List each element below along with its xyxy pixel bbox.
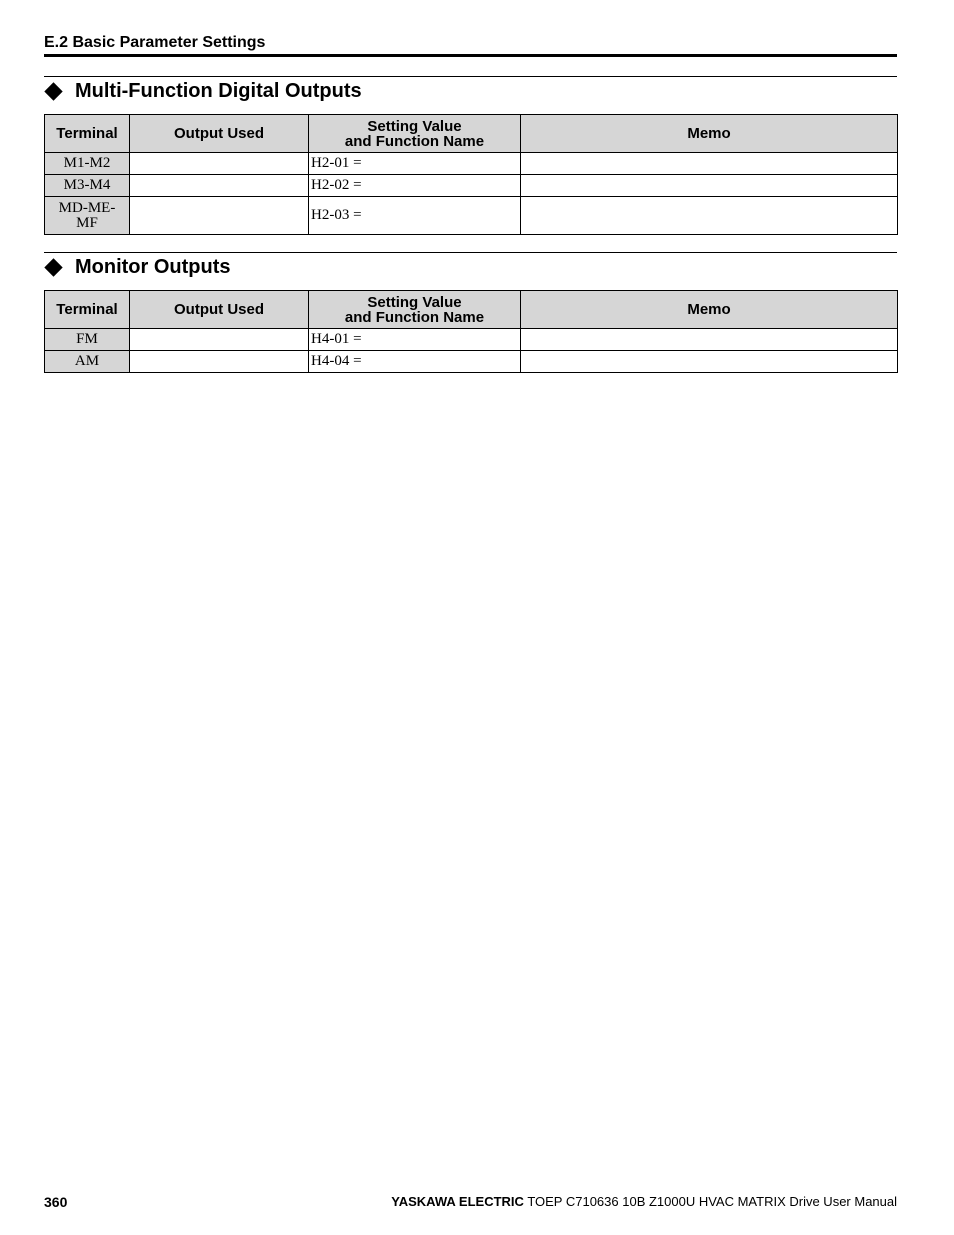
output-used-cell[interactable] bbox=[130, 153, 309, 175]
header-rule bbox=[44, 54, 897, 57]
setting-cell[interactable]: H2-03 = bbox=[309, 197, 521, 235]
table-row bbox=[45, 153, 898, 175]
terminal-cell: MD-ME- MF bbox=[45, 197, 130, 235]
header-output-used: Output Used bbox=[130, 115, 309, 153]
section-title-text: Monitor Outputs bbox=[75, 256, 231, 278]
terminal-cell: M3-M4 bbox=[45, 175, 130, 197]
terminal-cell: AM bbox=[45, 351, 130, 373]
table-header-row bbox=[45, 291, 898, 329]
section-rule bbox=[44, 252, 897, 253]
header-terminal: Terminal bbox=[45, 115, 130, 153]
terminal-cell: FM bbox=[45, 329, 130, 351]
table-row bbox=[45, 351, 898, 373]
output-used-cell[interactable] bbox=[130, 175, 309, 197]
diamond-bullet-icon bbox=[44, 82, 62, 100]
section-rule bbox=[44, 76, 897, 77]
footer-manual-title bbox=[391, 1194, 897, 1209]
setting-cell[interactable]: H2-02 = bbox=[309, 175, 521, 197]
memo-cell[interactable] bbox=[521, 351, 898, 373]
output-used-cell[interactable] bbox=[130, 329, 309, 351]
header-terminal: Terminal bbox=[45, 291, 130, 329]
section-title-text: Multi-Function Digital Outputs bbox=[75, 80, 362, 102]
memo-cell[interactable] bbox=[521, 329, 898, 351]
header-setting-value: Setting Value and Function Name bbox=[309, 115, 521, 153]
page-number: 360 bbox=[44, 1194, 68, 1210]
table-row bbox=[45, 197, 898, 235]
output-used-cell[interactable] bbox=[130, 351, 309, 373]
table-row bbox=[45, 329, 898, 351]
table-row bbox=[45, 175, 898, 197]
memo-cell[interactable] bbox=[521, 153, 898, 175]
diamond-bullet-icon bbox=[44, 258, 62, 276]
header-setting-value: Setting Value and Function Name bbox=[309, 291, 521, 329]
header-output-used: Output Used bbox=[130, 291, 309, 329]
setting-cell[interactable]: H2-01 = bbox=[309, 153, 521, 175]
setting-cell[interactable]: H4-04 = bbox=[309, 351, 521, 373]
memo-cell[interactable] bbox=[521, 175, 898, 197]
setting-cell[interactable]: H4-01 = bbox=[309, 329, 521, 351]
monitor-outputs-table bbox=[44, 290, 898, 373]
digital-outputs-table bbox=[44, 114, 898, 235]
memo-cell[interactable] bbox=[521, 197, 898, 235]
running-head: E.2 Basic Parameter Settings bbox=[44, 34, 266, 51]
section-title-digital-outputs bbox=[44, 80, 362, 103]
header-memo: Memo bbox=[521, 291, 898, 329]
section-title-monitor-outputs bbox=[44, 256, 231, 279]
footer-manual: TOEP C710636 10B Z1000U HVAC MATRIX Drive User Manual bbox=[527, 1194, 897, 1209]
footer-brand: YASKAWA ELECTRIC bbox=[391, 1194, 524, 1209]
header-memo: Memo bbox=[521, 115, 898, 153]
output-used-cell[interactable] bbox=[130, 197, 309, 235]
table-header-row bbox=[45, 115, 898, 153]
terminal-cell: M1-M2 bbox=[45, 153, 130, 175]
